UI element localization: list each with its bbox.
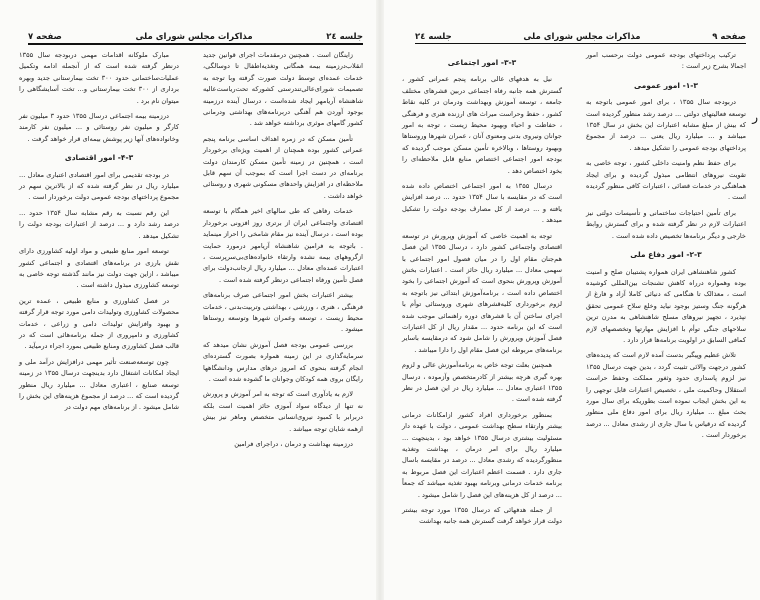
header-rule bbox=[28, 43, 363, 45]
paragraph: نیل به هدفهای عالی برنامه پنجم عمرانی کشور ، گسترش همه جانبه رفاه اجتماعی دربین قشرهای مختلف جامعه ، توسعه آموزش وبهداشت ودرمان در کلیه نقاط کشور ، حفظ وحراست میراث های ارزنده هنری و فرهنگی ، حفاظت و احیاء وبهبود محیط زیست ، توجه به امور جوانان ونیروی بدنی ومعنوی آنان ، عمران شهرها وروستاها وبهبود روستاها ، وبالاخره تأمین مسکن موجب گردیده که بودجه امور اجتماعی اختصاص منابع قابل ملاحظه‌ای را بخود اختصاص دهد . bbox=[402, 75, 562, 175]
section-heading: ۳-۳- امور اجتماعی bbox=[447, 58, 517, 67]
paragraph: چون توسعه‌صنعت تأثیر مهمی درافزایش درآمد ملی و ایجاد امکانات اشتغال دارد بدینجهت درسال ۱۳۵۵ در زمینه توسعه صنایع ، اعتباری معادل ... میلیارد ریال منظور گردیده است که ... درصد از مجموع هزینه‌های این بخش را شامل میشود . از برنامه‌های مهم دولت در bbox=[19, 357, 179, 412]
paragraph: درزمینه بهداشت و درمان ، دراجرای فرامین bbox=[234, 440, 353, 448]
section-heading: ۴-۳- امور اقتصادی bbox=[64, 153, 134, 163]
paragraph: کشور شاهنشاهی ایران همواره پشتیبان صلح و امنیت بوده وهمواره درراه کاهش تشنجات بین‌المللی کوشیده است ، معذالک تا هنگامی که دنیائی کاملا آزاد و فارغ از هرگونه جنگ وستیز بوجود نیاید وخلع سلاح عمومی تحقق نپذیرد ، تجهیز نیروهای مسلح شاهنشاهی به مدرن ترین سلاحهای جنگی توأم با افزایش مهارتها وتخصصهای لازم کمافی السابق در اولویت برنامه‌ها قرار دارد . bbox=[586, 267, 746, 344]
paragraph: در بودجه تقدیمی برای امور اقتصادی اعتباری معادل ... میلیارد ریال در نظر گرفته شده که از بالاترین سهم در مجموع پرداختهای بودجه عمومی دولت برخوردار است . bbox=[19, 170, 179, 202]
session-number: جلسه ۲٤ bbox=[415, 32, 452, 42]
right-page-left-column bbox=[402, 50, 562, 532]
paragraph: دربودجه سال ۱۳۵۵ ، برای امور عمومی باتوجه به توسعه فعالیتهای دولتی ... درصد رشد منظور گردیده است که بیش از مبلغ مشابه اعتبارات این بخش در سال ۱۳۵۴ میباشد و ... میلیارد ریال یعنی ... درصد از مجموع پرداختهای بودجه عمومی را تشکیل میدهد . bbox=[586, 98, 746, 152]
left-page-left-column bbox=[19, 50, 179, 418]
running-title: مذاکرات مجلس شورای ملی bbox=[523, 32, 641, 42]
left-page-header bbox=[28, 26, 363, 42]
paragraph: توسعه امور منابع طبیعی و مواد اولیه کشاورزی دارای نقش بارزی در برنامه‌های اقتصادی و اجتماعی کشور میباشد ، ازاین جهت دولت نیز مانند گذشته توجه خاصی به توسعه کشاورزی مبذول داشته است . bbox=[19, 247, 179, 290]
paragraph: مبارک ملوکانه اقدامات مهمی دربودجه سال ۱۳۵۵ درنظر گرفته شده است که از آنجمله ادامه وتکمیل عملیات‌ساختمانی حدود ۳۰۰ تخت بیمارستانی جدید وبهره برداری از ۳۰۰ تخت بیمارستانی و... تخت آسایشگاهی را میتوان نام برد . bbox=[19, 51, 179, 105]
session-number: جلسه ۲٤ bbox=[326, 32, 363, 42]
margin-mark: ر bbox=[752, 110, 758, 124]
paragraph: بمنظور برخورداری افراد کشور ازامکانات درمانی بیشتر وارتقاء سطح بهداشت عمومی ، دولت با عهده دار مسئولیت بیشتری درسال ۱۳۵۵ خواهد بود ، بدینجهت ... میلیارد ریال برای امر درمان ، بهداشت وتغذیه منظورگردیده که رشدی معادل ... درصد در مقایسه باسال جاری دارد . قسمت اعظم اعتبارات این فصل مربوط به برنامه خدمات درمانی وبرنامه بهبود تغذیه میباشد که جمعاً ... درصد از کل هزینه‌های این فصل را شامل میشود . bbox=[402, 410, 563, 499]
section-heading: ۱-۳- امور عمومی bbox=[634, 80, 698, 90]
paragraph: توجه به اهمیت خاصی که آموزش وپرورش در توسعه اقتصادی واجتماعی کشور دارد ، درسال ۱۳۵۵ این فصل هم‌جنان مقام اول را در میان فصول امور اجتماعی با سهمی معادل ... میلیارد ریال حائز است . اعتبارات بخش آموزش وپرورش بنحوی است که آموزش اجتماعی را بخود اختصاص داده است ، برنامه‌آموزش ابتدائی نیز باتوجه به لزوم برخورداری کلیه‌قشرهای شهری وروستائی توأم با اجرای ساختن آن با قشرهای دوره راهنمائی موجب شده است که این برنامه حدود ... مقدار ریال از کل اعتبارات فصل آموزش وپرورش را شامل شود که درمقایسه باسایر برنامه‌های مربوطه این فصل مقام اول را دارا میباشد . bbox=[402, 231, 563, 354]
paragraph: برای حفظ نظم وامنیت داخلی کشور ، توجه خاصی به تقویت نیروهای انتظامی مبذول گردیده و برای ایجاد هماهنگی در خدمات قضائی ، اعتبارات کافی منظور گردیده است . bbox=[586, 159, 746, 202]
header-rule bbox=[415, 43, 746, 44]
paragraph: همچنین بعلت توجه خاص به برنامه‌آموزش عالی و لزوم بهره گیری هرچه بیشتر از کادرمتخصص وآزموده ، درسال ۱۳۵۵ اعتباری معادل ... میلیارد ریال در این فصل در نظر گرفته شده است . bbox=[402, 361, 562, 404]
right-page-right-column bbox=[586, 50, 746, 446]
right-page-header bbox=[415, 26, 746, 42]
left-page-right-column bbox=[203, 50, 363, 454]
paragraph: ترکیب پرداختهای بودجه عمومی دولت برحسب امور اجمالا بشرح زیر است : bbox=[586, 51, 746, 71]
running-title: مذاکرات مجلس شورای ملی bbox=[135, 32, 253, 42]
section-heading: ۲-۳- امور دفاع ملی bbox=[630, 250, 702, 260]
book-spine bbox=[376, 0, 384, 600]
paragraph: تلاش عظیم وپیگیر بدست آمده لازم است که پدیده‌های کشور درجهت والائی تثبیت گردد ، بدین جهت درسال ۱۳۵۵ نیز لزوم پاسداری حدود وثغور مملکت وحفظ حراست استقلال وحاکمیت ملی ، تخصیص اعتبارات قابل توجهی را به این بخش ایجاب نموده است بطوریکه برای سال مورد بحث مبلغ ... میلیارد ریال برای امور دفاع ملی منظور گردیده که درقیاس با سال جاری از رشدی معادل ... درصد برخوردار است . bbox=[586, 351, 746, 440]
paragraph: در فصل کشاورزی و منابع طبیعی ، عمده ترین محصولات کشاورزی وتولیدات دامی مورد توجه قرار گرفته و بهبود وافزایش تولیدات دامی و زراعی ، خدمات کشاورزی و دامپروری از جمله برنامه‌هائی است که در قالب فصل کشاورزی ومنابع طبیعی بمورد اجراء درمیآید . bbox=[19, 296, 179, 351]
paragraph: درسال ۱۳۵۵ به امور اجتماعی اختصاص داده شده است که در مقایسه با سال ۱۳۵۴ حدود ... درصد افزایش یافته و ... درصد از کل مصارف بودجه دولت را تشکیل میدهد . bbox=[402, 182, 562, 225]
paragraph: درزمینه بیمه اجتماعی درسال ۱۳۵۵ حدود ۳ میلیون نفر کارگر و میلیون نفر روستائی و ... میلیون نفر کارمند وخانواده‌های آنها زیر پوشش بیمه‌ای قرار خواهد گرفت . bbox=[19, 112, 179, 143]
paragraph: از جمله هدفهائی که درسال ۱۳۵۵ مورد توجه بیشتر دولت قرار خواهد گرفت گسترش همه جانبه بهداشت bbox=[402, 506, 562, 526]
page-number: صفحه ۹ bbox=[712, 32, 746, 42]
paragraph: لازم به یادآوری است که توجه به امر آموزش و پرورش نه تنها از دیدگاه سواد آموزی حائز اهمیت است بلکه دربرابر با کمبود نیروی‌انسانی متخصص وماهر نیز بیش ازهمه شایان توجه میباشد . bbox=[203, 390, 363, 433]
paragraph: برای تأمین احتیاجات ساختمانی و تأسیسات دولتی نیز اعتبارات لازم در نظر گرفته شده و برای گسترش روابط خارجی و دیگر برنامه‌ها تخصیص داده شده است . bbox=[586, 208, 746, 240]
paragraph: تأمین مسکن که در زمره اهداف اساسی برنامه پنجم عمرانی کشور بوده همچنان از اهمیت ویژه‌ای برخوردار است ، همچنین در زمینه تأمین مسکن کارمندان دولت برنامه‌ای در دست اجرا است که بموجب آن سهم قابل ملاحظه‌ای در افزایش واحدهای مسکونی شهری و روستائی خواهد داشت . bbox=[203, 134, 363, 200]
paragraph: این رقم نسبت به رقم مشابه سال ۱۳۵۴ حدود ... درصد رشد دارد و ... درصد از اعتبارات بودجه دولت را تشکیل میدهد . bbox=[19, 208, 179, 240]
left-page bbox=[0, 0, 375, 600]
right-page bbox=[385, 0, 760, 600]
paragraph: بررسی عمومی بودجه فصل آموزش نشان میدهد که سرمایه‌گذاری در این زمینه همواره بصورت گسترده‌ای انجام گرفته بنحوی که امروز درهای مدارس ودانشگاهها رایگان بروی همه کودکان وجوانان ما گشوده شده است . bbox=[203, 340, 363, 383]
page-number: صفحه ۷ bbox=[28, 32, 62, 42]
paragraph: خدمات رفاهی که طی سالهای اخیر همگام با توسعه اقتصادی واجتماعی ایران از برتری روز افزونی برخوردار بوده است ، درسال آینده نیز مقام شامخی را احراز مینماید . باتوجه به فرامین شاهنشاه آریامهر درمورد حمایت ازگروههای بیمه نشده وارتقاء خانواده‌های‌بی‌سرپرست ، اعتبارات عمده‌ای معادل ... میلیارد ریال ازجانب‌دولت برای فصل تأمین ورفاه اجتماعی درنظر گرفته شده است . bbox=[203, 207, 363, 284]
paragraph: بیشتر اعتبارات بخش امور اجتماعی صرف برنامه‌های فرهنگی ، هنری ، ورزشی ، بهداشتی وتربیت‌بدنی ، خدمات محیط زیست ، توسعه وعمران شهرها وتوسعه روستاها میشود . bbox=[203, 291, 363, 334]
paragraph: زاینگان است . همچنین درمقدمات اجرای قوانین جدید انقلاب‌درزمینه بیمه همگانی وتغذیه‌اطفال تا دوسالگی، خدمات عمده‌ای توسط دولت صورت گرفته وبا توجه به تصمیمات شورای‌عالی‌تندرستی کشورکه تحت‌ریاست‌عالیه شاهنشاه آریامهر ایجاد شده‌است ، درسال آینده درزمینه بوجود آوردن هم آهنگی دربرنامه‌های بهداشتی ودرمانی کشور گامهای موثری برداشته خواهد شد . bbox=[203, 51, 363, 128]
